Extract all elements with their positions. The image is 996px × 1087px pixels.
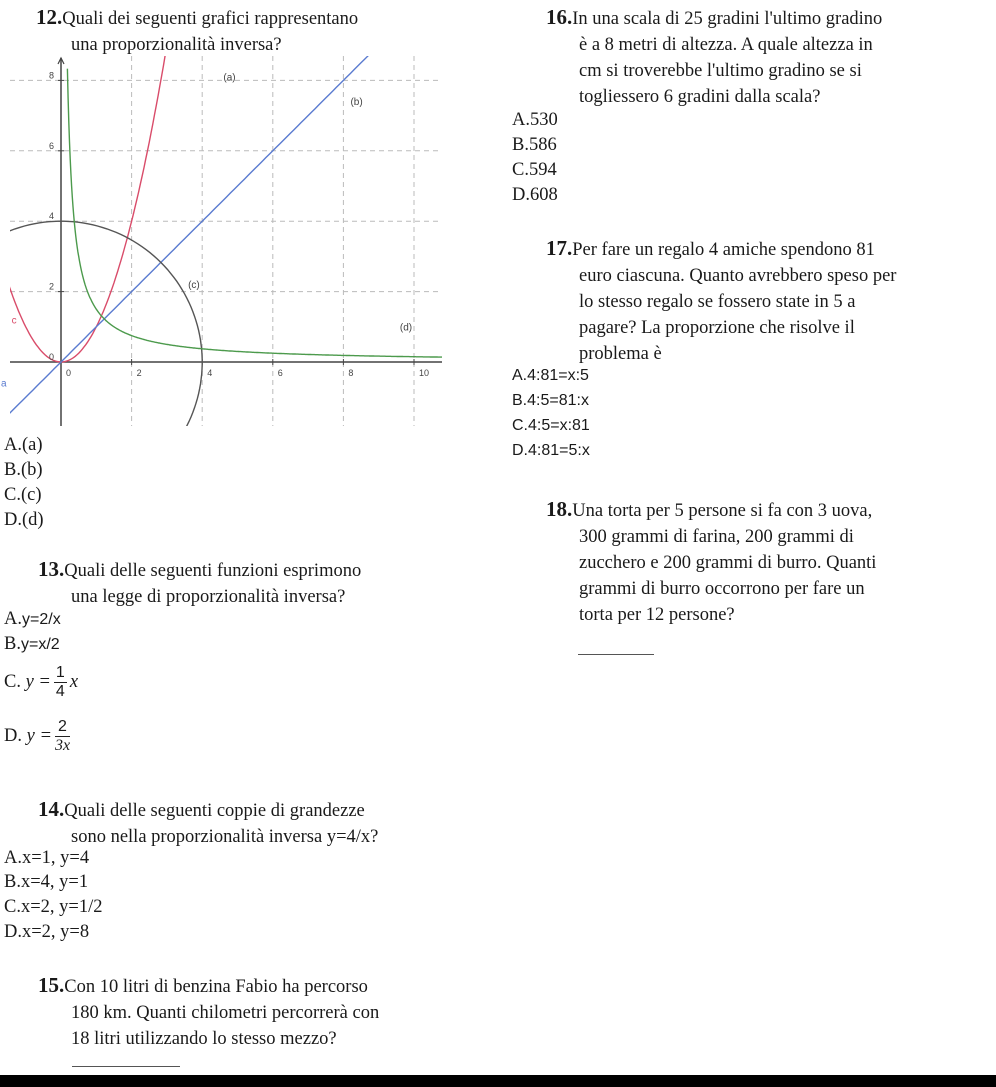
answer-blank[interactable]	[72, 1066, 180, 1067]
question-text: grammi di burro occorrono per fare un	[579, 579, 865, 599]
option-d[interactable]	[512, 437, 590, 464]
option-a[interactable]	[4, 606, 61, 633]
y-tick-label: 4	[49, 211, 55, 222]
option-c[interactable]: C.(c)	[4, 485, 42, 505]
option-text: A.4:81=x:5	[512, 367, 589, 384]
question-text: una proporzionalità inversa?	[71, 35, 282, 55]
question-text: è a 8 metri di altezza. A quale altezza in	[579, 35, 873, 55]
option-b[interactable]	[4, 631, 60, 658]
option-rhs: x	[69, 671, 79, 692]
x-tick-label: 2	[136, 368, 142, 378]
x-tick-label: 6	[277, 368, 283, 378]
question-text: Una torta per 5 persone si fa con 3 uova,	[572, 501, 873, 521]
question-text: sono nella proporzionalità inversa y=4/x?	[71, 827, 379, 847]
option-a[interactable]: A.x=1, y=4	[4, 848, 90, 868]
option-b[interactable]: B.x=4, y=1	[4, 872, 89, 892]
option-d[interactable]: D.(d)	[4, 510, 44, 530]
question-number: 12.	[36, 5, 63, 29]
curve-label: (a)	[223, 72, 236, 84]
fraction	[55, 718, 70, 755]
option-c[interactable]: C.x=2, y=1/2	[4, 897, 103, 917]
question-text: una legge di proporzionalità inversa?	[71, 587, 346, 607]
curve-b	[8, 56, 379, 415]
axes	[10, 58, 442, 426]
question-text: 180 km. Quanti chilometri percorrerà con	[71, 1003, 380, 1023]
question-13	[38, 556, 361, 610]
question-text: Con 10 litri di benzina Fabio ha percorso	[64, 977, 368, 997]
question-text: euro ciascuna. Quanto avrebbero speso per	[579, 266, 897, 286]
option-b[interactable]: B.(b)	[4, 460, 43, 480]
question-18	[546, 496, 876, 628]
option-expr: y=x/2	[20, 636, 60, 653]
x-tick-label: 0	[66, 368, 72, 378]
question-text: Quali delle seguenti funzioni esprimono	[64, 561, 362, 581]
option-a[interactable]	[512, 362, 589, 389]
option-b[interactable]: B.586	[512, 135, 557, 155]
option-a[interactable]: A.(a)	[4, 435, 43, 455]
question-number: 14.	[38, 797, 65, 821]
option-prefix: B.	[4, 634, 21, 654]
question-text: 300 grammi di farina, 200 grammi di	[579, 527, 854, 547]
x-tick-label: 10	[419, 368, 430, 378]
option-prefix: A.	[4, 609, 22, 629]
option-d[interactable]	[4, 718, 73, 755]
curve-d	[67, 69, 449, 358]
fraction-denominator: 3x	[54, 737, 71, 754]
option-text: B.4:5=81:x	[512, 392, 589, 409]
question-12	[36, 4, 358, 58]
question-text: lo stesso regalo se fossero state in 5 a	[579, 292, 856, 312]
bottom-bar	[0, 1075, 996, 1087]
question-number: 17.	[546, 236, 573, 260]
option-c[interactable]	[4, 664, 78, 701]
y-tick-label: 2	[49, 281, 55, 292]
y-tick-label: 6	[49, 140, 55, 151]
curve-label: (c)	[188, 280, 200, 292]
question-text: pagare? La proporzione che risolve il	[579, 318, 855, 338]
option-prefix: C.	[4, 671, 21, 692]
fraction-numerator: 2	[55, 718, 70, 737]
question-text: problema è	[579, 344, 662, 364]
x-tick-label: 4	[207, 368, 213, 378]
question-text: Quali delle seguenti coppie di grandezze	[64, 801, 365, 821]
side-label: a	[0, 378, 7, 390]
question-17	[546, 235, 896, 367]
question-16	[546, 4, 882, 110]
side-label: c	[11, 315, 17, 327]
question-text: togliessero 6 gradini dalla scala?	[579, 87, 821, 107]
question-number: 13.	[38, 557, 65, 581]
option-text: D.4:81=5:x	[512, 442, 590, 459]
question-text: cm si troverebbe l'ultimo gradino se si	[579, 61, 862, 81]
question-text: zucchero e 200 grammi di burro. Quanti	[579, 553, 877, 573]
option-expr: y=2/x	[22, 611, 61, 628]
option-prefix: D.	[4, 725, 22, 746]
question-text: Per fare un regalo 4 amiche spendono 81	[572, 240, 875, 260]
curve-label: (b)	[350, 97, 363, 109]
function-graph	[0, 56, 450, 428]
fraction-numerator: 1	[55, 664, 65, 681]
question-text: Quali dei seguenti grafici rappresentano	[62, 9, 359, 29]
fraction-denominator: 4	[55, 683, 65, 700]
option-c[interactable]: C.594	[512, 160, 557, 180]
x-tick-label: 8	[348, 368, 354, 378]
question-text: In una scala di 25 gradini l'ultimo gradino	[572, 9, 883, 29]
option-d[interactable]: D.x=2, y=8	[4, 922, 90, 942]
labels	[1, 70, 429, 389]
option-lhs: y =	[25, 671, 51, 692]
option-c[interactable]	[512, 412, 590, 439]
option-text: C.4:5=x:81	[512, 417, 590, 434]
question-text: torta per 12 persone?	[579, 605, 735, 625]
question-15	[38, 972, 379, 1052]
question-number: 15.	[38, 973, 65, 997]
question-14	[38, 796, 378, 850]
y-tick-label: 8	[49, 70, 55, 81]
curve-a	[8, 56, 174, 362]
option-a[interactable]: A.530	[512, 110, 558, 130]
question-number: 18.	[546, 497, 573, 521]
fraction	[54, 664, 67, 701]
question-text: 18 litri utilizzando lo stesso mezzo?	[71, 1029, 337, 1049]
curve-label: (d)	[399, 322, 413, 334]
option-d[interactable]: D.608	[512, 185, 558, 205]
question-number: 16.	[546, 5, 573, 29]
answer-blank[interactable]	[578, 654, 654, 655]
option-lhs: y =	[26, 725, 52, 746]
y-tick-label: 0	[49, 352, 55, 362]
option-b[interactable]	[512, 387, 589, 414]
